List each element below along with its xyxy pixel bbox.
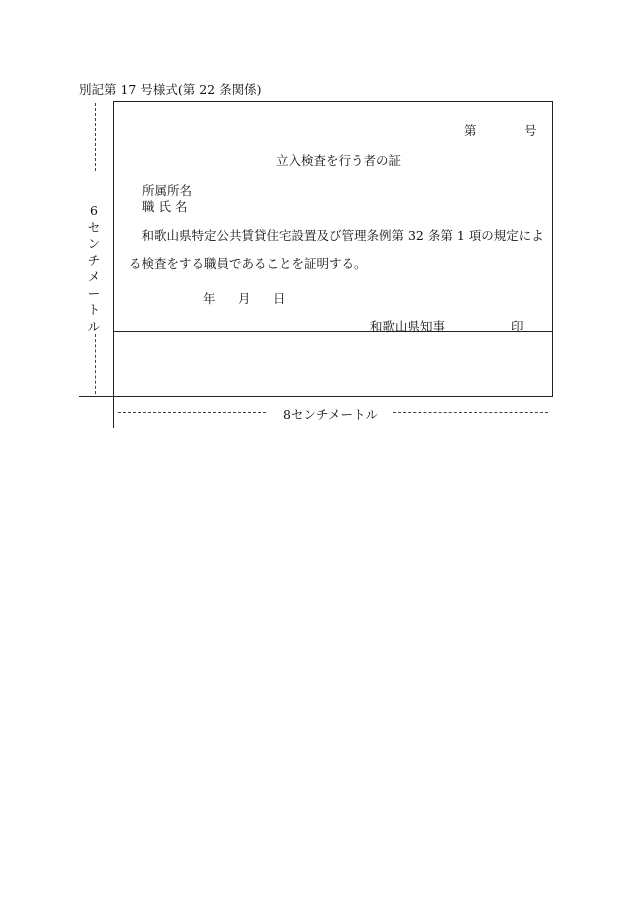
height-dimension-line-top xyxy=(95,103,96,171)
certificate-title: 立入検査を行う者の証 xyxy=(276,153,402,168)
card-bottom-border xyxy=(79,396,553,397)
seal-mark: 印 xyxy=(511,319,524,334)
height-dimension-label: 6センチメートル xyxy=(87,203,101,334)
height-dimension-line-bottom xyxy=(95,334,96,394)
number-label-dai: 第 xyxy=(464,123,477,138)
card-middle-divider xyxy=(113,331,553,332)
width-dimension-line-right xyxy=(393,412,548,413)
position-name-label: 職 氏 名 xyxy=(142,199,188,214)
date-day: 日 xyxy=(273,291,286,306)
affiliation-label: 所属所名 xyxy=(142,183,193,198)
form-caption: 別記第 17 号様式(第 22 条関係) xyxy=(79,82,262,97)
number-label-go: 号 xyxy=(524,123,537,138)
certificate-body-text: 和歌山県特定公共賃貸住宅設置及び管理条例第 32 条第 1 項の規定による検査をする職員であることを証明する。 xyxy=(129,228,544,271)
width-dimension-label: 8センチメートル xyxy=(283,407,378,422)
width-dimension-line-left xyxy=(118,412,266,413)
date-month: 月 xyxy=(238,291,251,306)
card-top-border xyxy=(113,101,553,102)
date-year: 年 xyxy=(203,291,216,306)
card-left-border xyxy=(113,101,114,428)
issuer-name: 和歌山県知事 xyxy=(370,319,446,334)
